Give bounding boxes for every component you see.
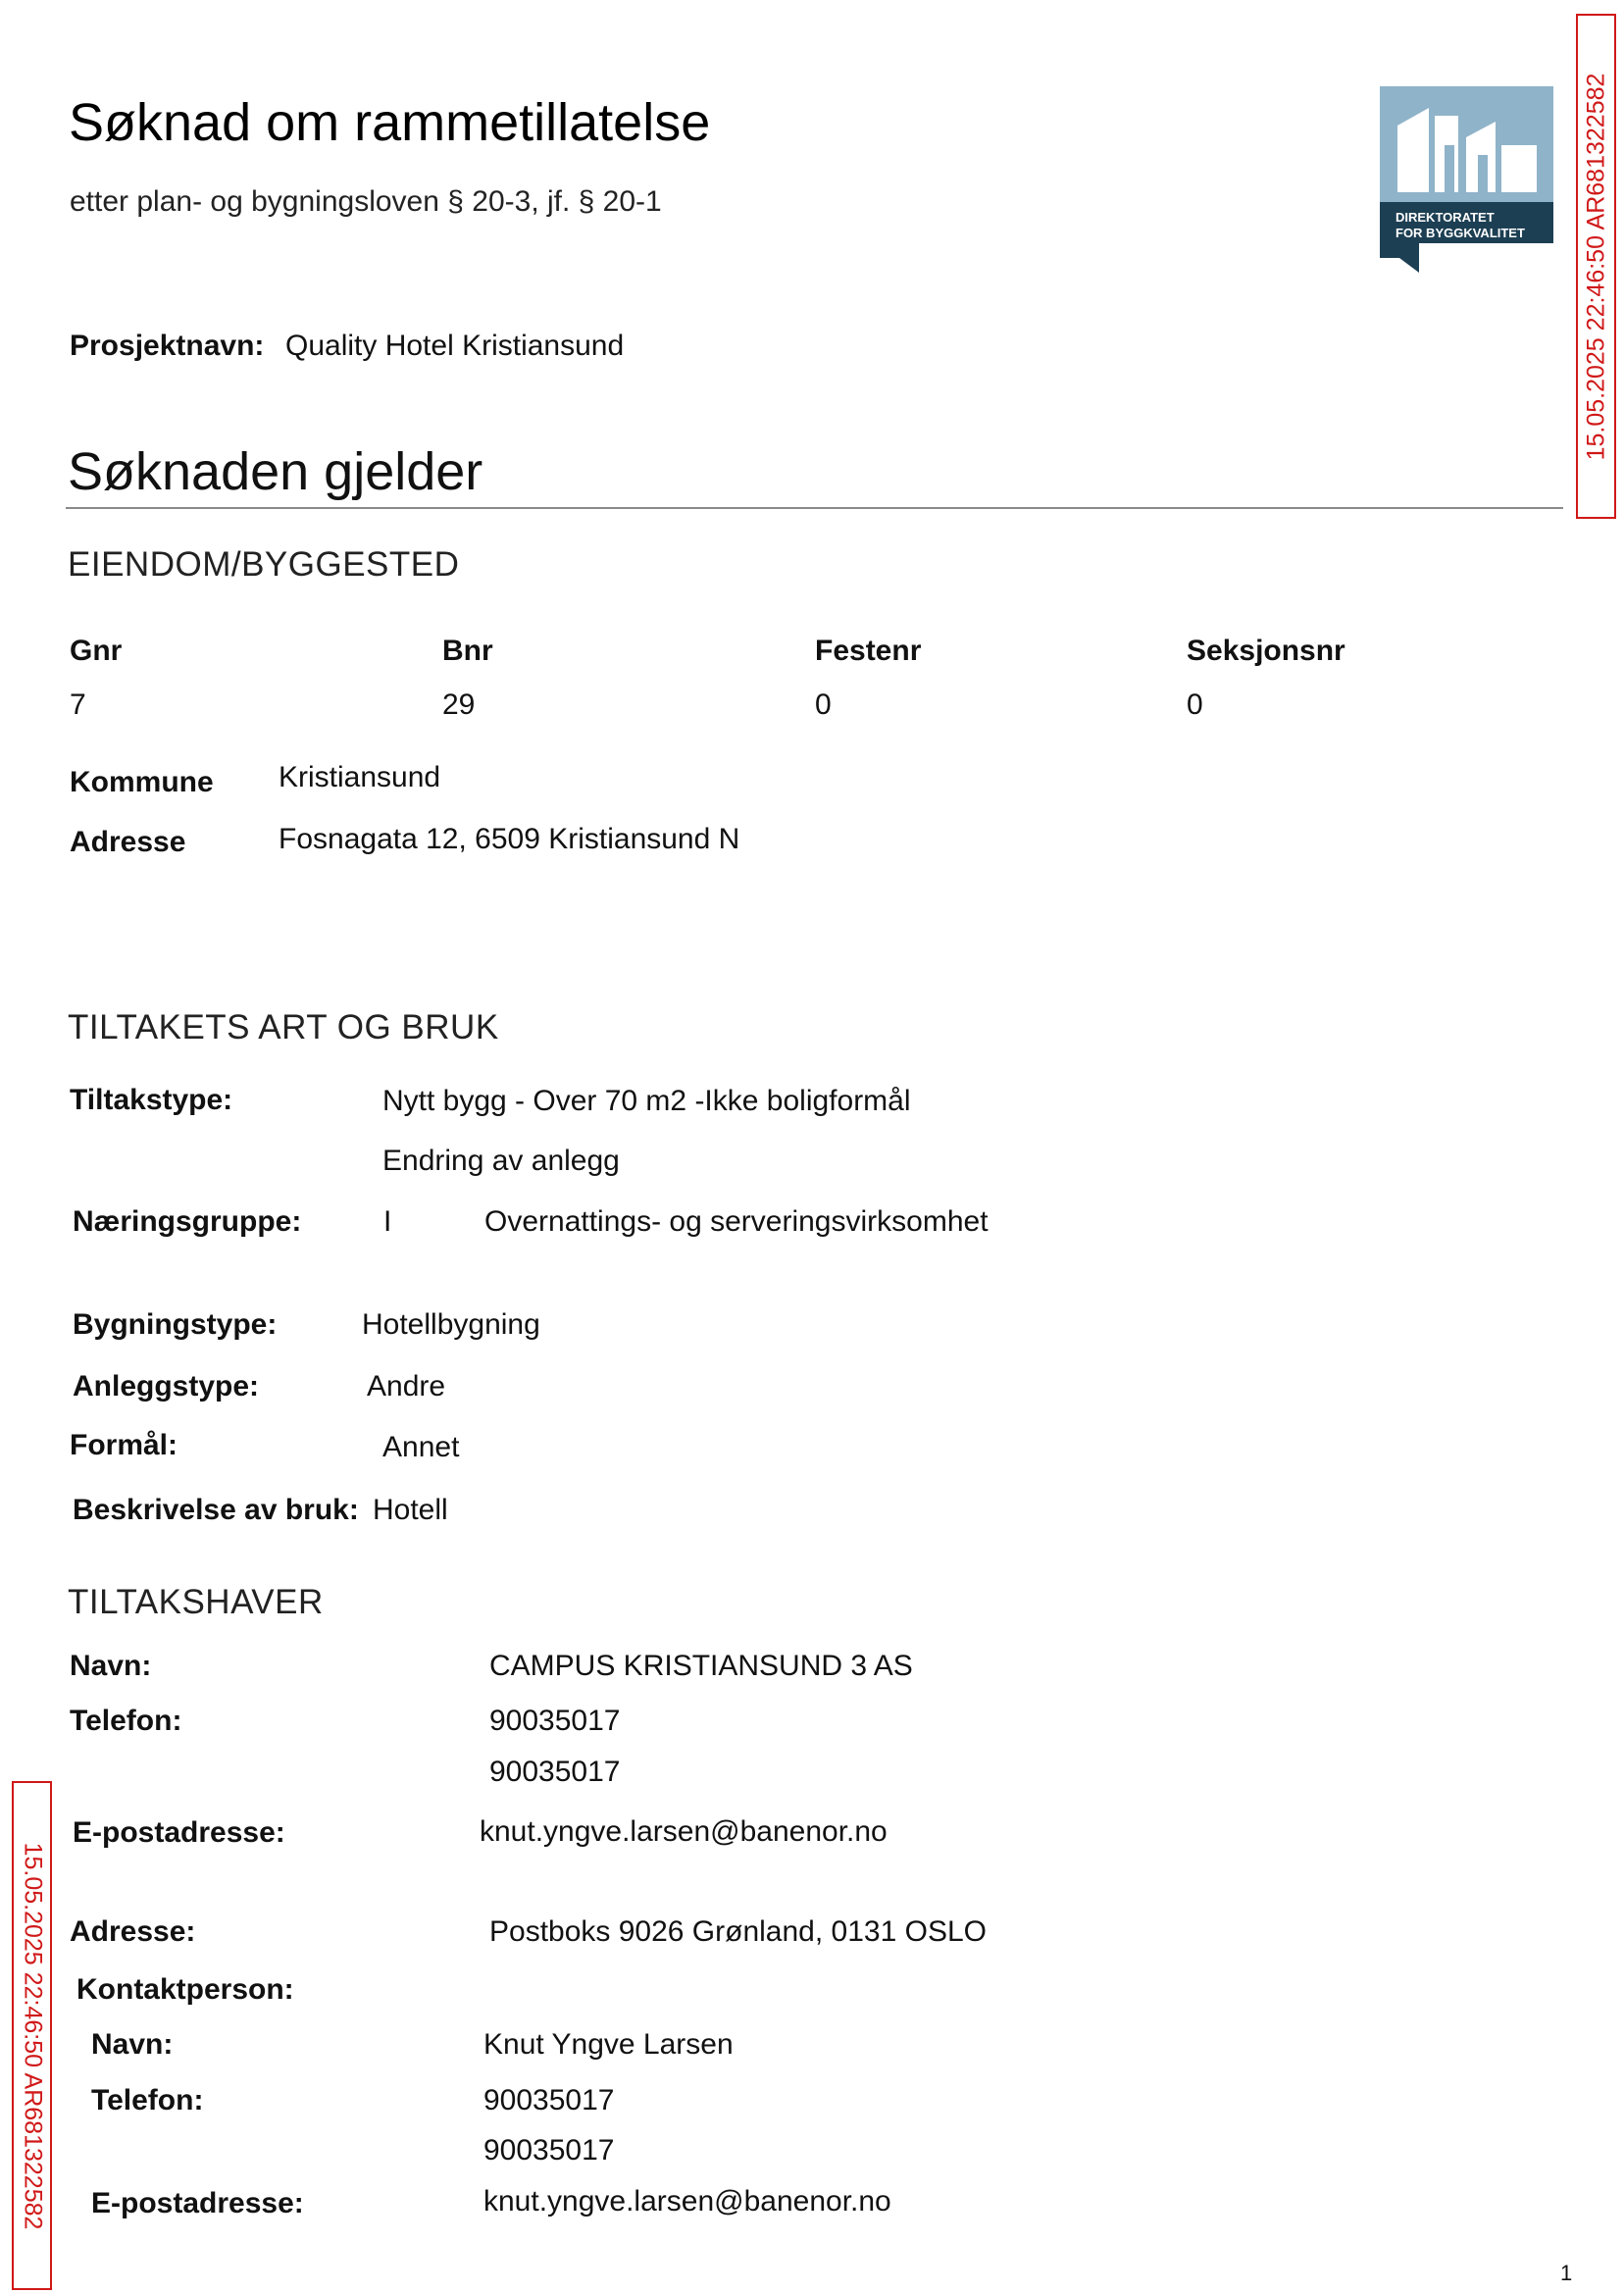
applicant-name-value: CAMPUS KRISTIANSUND 3 AS <box>489 1650 913 1682</box>
bygningstype-value: Hotellbygning <box>362 1308 540 1341</box>
stamp-text: 15.05.2025 22:46:50 AR681322582 <box>1582 73 1609 460</box>
adresse-label: Adresse <box>70 826 186 858</box>
beskrivelse-value: Hotell <box>373 1494 448 1526</box>
stamp-text: 15.05.2025 22:46:50 AR681322582 <box>19 1842 46 2229</box>
document-subtitle: etter plan- og bygningsloven § 20-3, jf. § 20-1 <box>70 185 662 218</box>
applicant-phone-label: Telefon: <box>70 1705 182 1737</box>
property-heading: EIENDOM/BYGGESTED <box>68 545 460 584</box>
seksjonsnr-value: 0 <box>1187 688 1203 721</box>
section-divider <box>66 507 1563 509</box>
adresse-value: Fosnagata 12, 6509 Kristiansund N <box>279 823 740 855</box>
building-logo-icon <box>1380 86 1553 273</box>
naeringsgruppe-code: I <box>383 1205 392 1238</box>
document-title: Søknad om rammetillatelse <box>69 93 711 152</box>
applicant-email-value: knut.yngve.larsen@banenor.no <box>480 1815 888 1848</box>
festenr-label: Festenr <box>815 635 922 667</box>
gnr-label: Gnr <box>70 635 123 667</box>
gnr-value: 7 <box>70 688 86 721</box>
section-title: Søknaden gjelder <box>68 442 483 501</box>
tiltakstype-value-2: Endring av anlegg <box>382 1145 620 1177</box>
contact-phone-value-2: 90035017 <box>483 2134 615 2167</box>
applicant-email-label: E-postadresse: <box>73 1816 285 1849</box>
measure-heading: TILTAKETS ART OG BRUK <box>68 1008 499 1046</box>
project-value: Quality Hotel Kristiansund <box>285 330 625 362</box>
applicant-phone-value-1: 90035017 <box>489 1705 621 1737</box>
beskrivelse-label: Beskrivelse av bruk: <box>73 1494 359 1526</box>
bygningstype-label: Bygningstype: <box>73 1308 278 1341</box>
anleggstype-value: Andre <box>367 1370 446 1402</box>
formaal-value: Annet <box>382 1431 460 1463</box>
contact-phone-label: Telefon: <box>91 2084 204 2116</box>
bnr-label: Bnr <box>442 635 493 667</box>
logo-text-line1: DIREKTORATET <box>1396 210 1495 225</box>
timestamp-stamp-top <box>1576 14 1616 519</box>
naeringsgruppe-label: Næringsgruppe: <box>73 1205 302 1238</box>
contact-email-value: knut.yngve.larsen@banenor.no <box>483 2185 891 2218</box>
seksjonsnr-label: Seksjonsnr <box>1187 635 1345 667</box>
naeringsgruppe-value: Overnattings- og serveringsvirksomhet <box>484 1205 989 1238</box>
contact-phone-value-1: 90035017 <box>483 2084 615 2116</box>
dibk-logo <box>1380 86 1553 273</box>
applicant-name-label: Navn: <box>70 1650 152 1682</box>
formaal-label: Formål: <box>70 1429 178 1461</box>
contact-person-label: Kontaktperson: <box>76 1973 294 2006</box>
logo-text-line2: FOR BYGGKVALITET <box>1396 226 1525 240</box>
timestamp-stamp-left <box>12 1781 52 2290</box>
applicant-address-label: Adresse: <box>70 1915 196 1948</box>
project-label: Prosjektnavn: <box>70 330 265 362</box>
applicant-heading: TILTAKSHAVER <box>68 1583 324 1621</box>
contact-name-label: Navn: <box>91 2028 174 2061</box>
festenr-value: 0 <box>815 688 832 721</box>
contact-name-value: Knut Yngve Larsen <box>483 2028 734 2061</box>
applicant-phone-value-2: 90035017 <box>489 1756 621 1788</box>
contact-email-label: E-postadresse: <box>91 2187 304 2219</box>
page-number: 1 <box>1560 2261 1573 2285</box>
kommune-label: Kommune <box>70 766 214 798</box>
kommune-value: Kristiansund <box>279 761 441 793</box>
anleggstype-label: Anleggstype: <box>73 1370 260 1402</box>
tiltakstype-label: Tiltakstype: <box>70 1084 233 1116</box>
bnr-value: 29 <box>442 688 476 721</box>
tiltakstype-value-1: Nytt bygg - Over 70 m2 -Ikke boligformål <box>382 1085 911 1117</box>
applicant-address-value: Postboks 9026 Grønland, 0131 OSLO <box>489 1915 987 1948</box>
